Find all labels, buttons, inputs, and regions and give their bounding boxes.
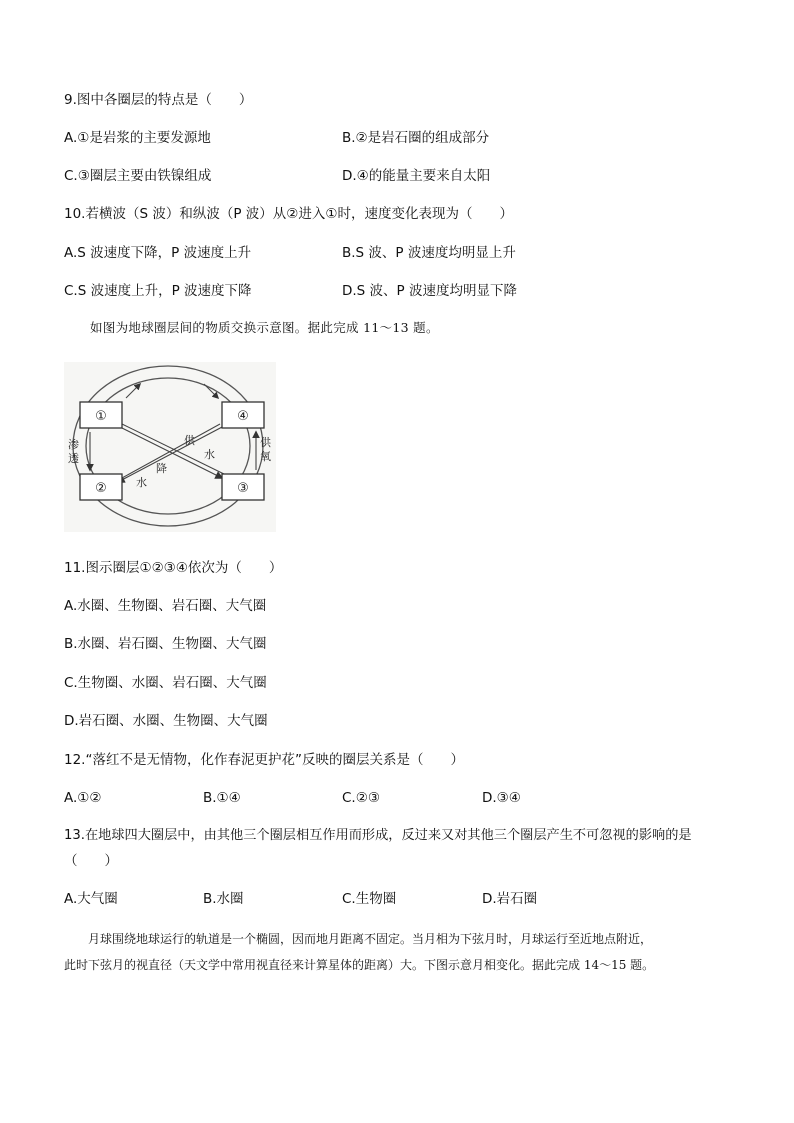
q9-option-d: D.④的能量主要来自太阳 xyxy=(342,168,491,184)
q9-option-c: C.③圈层主要由铁镍组成 xyxy=(64,168,212,184)
question-13-stem: 13.在地球四大圈层中，由其他三个圈层相互作用而形成，反过来又对其他三个圈层产生不可忽视的影响的是 xyxy=(64,828,692,843)
q10-option-b: B.S 波、P 波速度均明显上升 xyxy=(342,245,516,261)
box-1-label: ① xyxy=(95,409,107,424)
q11-option-c: C.生物圈、水圈、岩石圈、大气圈 xyxy=(64,675,267,691)
intro-14-15-line2: 此时下弦月的视直径（天文学中常用视直径来计算星体的距离）大。下图示意月相变化。据此完成 14～15 题。 xyxy=(64,958,655,972)
q9-option-b: B.②是岩石圈的组成部分 xyxy=(342,130,490,146)
supply-water-label-2: 水 xyxy=(204,448,215,461)
q13-option-c: C.生物圈 xyxy=(342,891,397,907)
question-10-stem: 10.若横波（S 波）和纵波（P 波）从②进入①时，速度变化表现为（ ） xyxy=(64,206,513,222)
q13-option-d: D.岩石圈 xyxy=(482,891,538,907)
q11-option-a: A.水圈、生物圈、岩石圈、大气圈 xyxy=(64,598,267,614)
box-2-label: ② xyxy=(95,481,107,496)
precipitation-label-2: 水 xyxy=(136,476,147,489)
infiltration-label-2: 透 xyxy=(68,452,79,465)
oxygen-label-1: 供 xyxy=(260,436,271,449)
q12-option-c: C.②③ xyxy=(342,790,380,806)
question-11-stem: 11.图示圈层①②③④依次为（ ） xyxy=(64,560,283,576)
q12-option-b: B.①④ xyxy=(203,790,241,806)
q11-option-b: B.水圈、岩石圈、生物圈、大气圈 xyxy=(64,636,267,652)
oxygen-label-2: 氧 xyxy=(260,450,271,463)
box-4-label: ④ xyxy=(237,409,249,424)
sphere-exchange-diagram xyxy=(64,362,276,532)
intro-11-13: 如图为地球圈层间的物质交换示意图。据此完成 11～13 题。 xyxy=(90,320,439,335)
q9-option-a: A.①是岩浆的主要发源地 xyxy=(64,130,211,146)
q11-option-d: D.岩石圈、水圈、生物圈、大气圈 xyxy=(64,713,268,729)
q10-option-c: C.S 波速度上升，P 波速度下降 xyxy=(64,283,252,299)
q13-option-b: B.水圈 xyxy=(203,891,244,907)
q10-option-d: D.S 波、P 波速度均明显下降 xyxy=(342,283,517,299)
q12-option-d: D.③④ xyxy=(482,790,521,806)
intro-14-15-line1: 月球围绕地球运行的轨道是一个椭圆，因而地月距离不固定。当月相为下弦月时，月球运行至近地点附近， xyxy=(88,932,653,946)
box-3-label: ③ xyxy=(237,481,249,496)
question-13-stem-cont: （ ） xyxy=(64,853,118,869)
question-12-stem: 12.“落红不是无情物，化作春泥更护花”反映的圈层关系是（ ） xyxy=(64,752,464,768)
question-9-stem: 9.图中各圈层的特点是（ ） xyxy=(64,92,253,108)
precipitation-label-1: 降 xyxy=(156,462,167,475)
supply-water-label-1: 供 xyxy=(184,434,195,447)
q12-option-a: A.①② xyxy=(64,790,102,806)
infiltration-label-1: 渗 xyxy=(68,438,79,451)
q13-option-a: A.大气圈 xyxy=(64,891,118,907)
q10-option-a: A.S 波速度下降，P 波速度上升 xyxy=(64,245,252,261)
